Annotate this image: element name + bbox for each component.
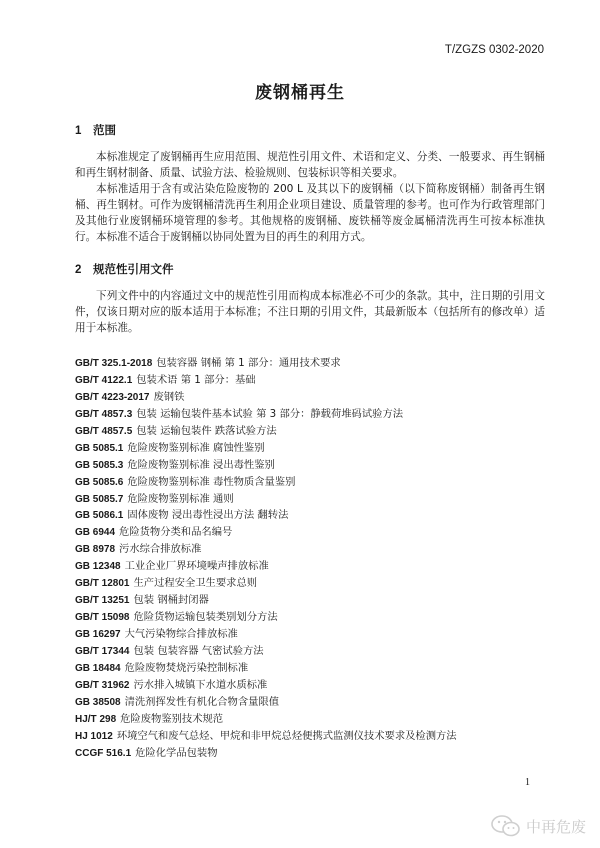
reference-name: 污水排入城镇下水道水质标准 [133,678,268,691]
reference-code: GB/T 325.1-2018 [75,358,153,369]
reference-item [75,642,457,659]
reference-item [75,422,457,439]
section-1-title: 范围 [93,123,116,137]
reference-name: 固体废物 浸出毒性浸出方法 翻转法 [127,509,289,522]
reference-code: GB 5085.1 [75,442,124,454]
reference-item [75,693,457,710]
reference-code: GB 38508 [75,696,121,708]
watermark [491,814,586,838]
reference-item [75,540,457,557]
reference-code: HJ/T 298 [75,713,117,725]
reference-code: GB/T 4223-2017 [75,391,150,403]
reference-name: 危险货物分类和品名编号 [119,526,233,539]
reference-item [75,659,457,676]
reference-item [75,625,457,642]
reference-item [75,574,457,591]
reference-code: GB/T 13251 [75,595,130,607]
reference-item [75,456,457,473]
reference-name: 危险废物鉴别技术规范 [120,712,224,725]
reference-code: GB/T 12801 [75,578,130,590]
reference-name: 生产过程安全卫生要求总则 [133,577,258,590]
reference-name: 危险废物鉴别标准 通则 [127,492,234,505]
reference-item [75,523,457,540]
reference-code: GB 5086.1 [75,510,124,522]
doc-code: T/ZGZS 0302-2020 [444,44,544,56]
reference-code: GB 18484 [75,662,121,674]
reference-code: GB/T 17344 [75,645,130,657]
reference-name: 清洗剂挥发性有机化合物含量限值 [124,695,280,708]
reference-name: 包装 运输包装件基本试验 第 3 部分：静载荷堆码试验方法 [136,407,404,420]
scope-paragraph-2: 本标准适用于含有或沾染危险废物的 200 L 及其以下的废钢桶（以下简称废钢桶）制备再生钢桶、再生钢材。可作为废钢桶清洗再生利用企业项目建设、质量管理的参考。也可作为行政管理部门及其他行业废钢桶环境管理的参考。其他规格的废钢桶、废铁桶等废金属桶清洗再生可按本标准执行。 [75,183,545,243]
section-2-heading [75,261,174,277]
reference-code: GB/T 15098 [75,612,130,624]
reference-item [75,439,457,456]
section-2-title: 规范性引用文件 [93,262,174,276]
reference-item [75,676,457,693]
reference-name: 包装 钢桶封闭器 [133,594,209,607]
reference-name: 包装 运输包装件 跌落试验方法 [136,424,277,437]
reference-list [75,354,457,761]
reference-name: 包装术语 第 1 部分：基础 [136,373,256,386]
reference-code: GB 5085.6 [75,476,124,488]
reference-name: 危险废物焚烧污染控制标准 [124,661,249,674]
wechat-icon [491,814,521,838]
reference-item [75,473,457,490]
reference-item [75,710,457,727]
reference-item [75,405,457,422]
reference-name: 危险货物运输包装类别划分方法 [133,611,278,624]
reference-code: GB 6944 [75,527,116,539]
reference-code: GB/T 4122.1 [75,374,133,386]
reference-name: 危险废物鉴别标准 浸出毒性鉴别 [127,458,275,471]
reference-item [75,591,457,608]
reference-code: GB/T 4857.3 [75,408,133,420]
reference-name: 危险废物鉴别标准 腐蚀性鉴别 [127,441,265,454]
scope-paragraph-3: 本标准不适合于废钢桶以协同处置为目的再生的利用方式。 [96,231,372,243]
reference-name: 废钢铁 [153,390,185,403]
reference-name: 大气污染物综合排放标准 [124,628,238,640]
reference-code: CCGF 516.1 [75,747,132,759]
section-1-number: 1 [75,125,82,137]
reference-name: 污水综合排放标准 [119,543,202,556]
reference-item [75,727,457,744]
reference-code: GB 5085.7 [75,493,124,505]
reference-name: 危险废物鉴别标准 毒性物质含量鉴别 [127,475,296,488]
reference-item [75,388,457,405]
reference-item [75,608,457,625]
reference-code: GB 5085.3 [75,459,124,471]
reference-name: 环境空气和废气总烃、甲烷和非甲烷总烃便携式监测仪技术要求及检测方法 [116,729,457,742]
reference-name: 包装 包装容器 气密试验方法 [133,644,264,657]
page-number: 1 [525,777,530,788]
reference-item [75,506,457,523]
reference-code: GB/T 4857.5 [75,425,133,437]
section-2-number: 2 [75,264,82,276]
reference-code: GB 8978 [75,544,116,556]
reference-name: 包装容器 钢桶 第 1 部分：通用技术要求 [156,357,341,369]
reference-code: GB 12348 [75,561,121,573]
doc-title: 废钢桶再生 [255,83,345,103]
scope-paragraph-1: 本标准规定了废钢桶再生应用范围、规范性引用文件、术语和定义、分类、一般要求、再生钢桶和再生钢材制备、质量、试验方法、检验规则、包装标识等相关要求。 [75,151,545,179]
section-1-heading [75,122,116,138]
reference-name: 工业企业厂界环境噪声排放标准 [124,560,269,573]
reference-item [75,371,457,388]
reference-code: HJ 1012 [75,730,113,742]
reference-name: 危险化学品包装物 [135,746,218,759]
reference-item [75,354,457,371]
reference-item [75,557,457,574]
reference-item [75,490,457,507]
watermark-text: 中再危废 [525,817,586,836]
reference-code: GB 16297 [75,629,121,640]
references-intro: 下列文件中的内容通过文中的规范性引用而构成本标准必不可少的条款。其中，注日期的引用文件，仅该日期对应的版本适用于本标准；不注日期的引用文件，其最新版本（包括所有的修改单）适用于本标准。 [75,290,545,334]
reference-item [75,744,457,761]
reference-code: GB/T 31962 [75,679,130,691]
